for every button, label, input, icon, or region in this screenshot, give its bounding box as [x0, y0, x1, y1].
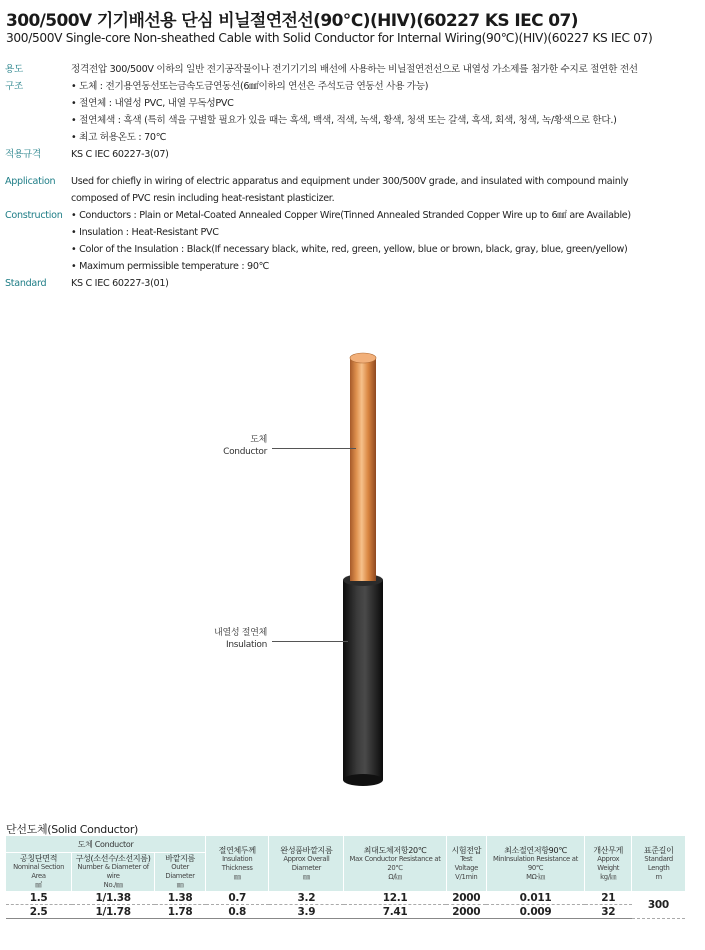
spec-value: • Color of the Insulation : Black(If necessary black, white, red, green, yellow, blue or brown, black, gray, blue, green/yellow) [71, 241, 627, 258]
spec-value: KS C IEC 60227-3(01) [71, 278, 169, 289]
conductor-label-ko: 도체 [250, 435, 267, 445]
cell-insulation-thickness: 0.8 [206, 905, 269, 919]
cell-test-voltage: 2000 [446, 891, 486, 905]
table-row [6, 891, 686, 905]
conductor-label-en: Conductor [223, 447, 267, 457]
table-title: 단선도체(Solid Conductor) [6, 823, 139, 836]
header-ko-text: 최대도체저항20℃ [363, 845, 427, 855]
conductor-label [200, 434, 267, 458]
cell-weight: 32 [585, 905, 632, 919]
header-ko-text: 개산무게 [593, 845, 624, 855]
header-ko-text: 완성품바깥지름 [280, 845, 333, 855]
header-wire-composition [72, 853, 155, 892]
header-unit-text: ㎜ [303, 872, 310, 881]
cell-min-insulation: 0.009 [486, 905, 584, 919]
spec-label: Construction [5, 210, 63, 221]
cell-overall-diameter: 3.2 [269, 891, 344, 905]
spec-label: Standard [5, 278, 47, 289]
cell-outer-diameter: 1.38 [155, 891, 206, 905]
spec-label: 구조 [5, 81, 23, 92]
spec-value: • 도체 : 전기용연동선또는금속도금연동선(6㎟이하의 연선은 주석도금 연동선 사용 가능) [71, 78, 428, 95]
header-unit-text: V/1min [455, 872, 478, 881]
header-en-text: Max Conductor Resistance at 20℃ [349, 854, 441, 872]
cell-insulation-thickness: 0.7 [206, 891, 269, 905]
title-korean: 300/500V 기기배선용 단심 비닐절연전선(90℃)(HIV)(60227 KS IEC 07) [6, 11, 578, 31]
conductor-wire [350, 353, 376, 590]
header-ko-text: 구성(소선수/소선지름) [75, 854, 151, 863]
header-ko-text: 표준길이 [643, 845, 674, 855]
header-test-voltage [446, 836, 486, 891]
spec-label: 용도 [5, 64, 23, 75]
header-en-text: Number & Diameter of wire [77, 863, 149, 880]
header-en-text: MinInsulation Resistance at 90℃ [493, 854, 579, 872]
header-en-text: Test Voltage [454, 854, 478, 872]
header-nominal-area [6, 853, 72, 892]
spec-value: • 절연체색 : 흑색 (특히 색을 구별할 필요가 있을 때는 흑색, 백색, 적색, 녹색, 황색, 청색 또는 갈색, 흑색, 회색, 청색, 녹/황색으로 한다.) [71, 112, 617, 129]
cell-max-resistance: 12.1 [344, 891, 446, 905]
header-en-text: Approx Overall Diameter [283, 854, 330, 872]
insulation-label-en: Insulation [225, 640, 267, 650]
header-insulation-thickness [206, 836, 269, 891]
cell-standard-length: 300 [632, 891, 685, 919]
group-conductor-ko: 도체 [77, 839, 93, 849]
conductor-leader-line [272, 448, 356, 449]
header-en-text: Insulation Thickness [221, 854, 253, 872]
header-en-text: Approx Weight [597, 854, 620, 872]
insulation-label [190, 627, 267, 651]
header-approx-weight [585, 836, 632, 891]
header-ko-text: 시험전압 [451, 845, 482, 855]
group-conductor-en: Conductor [94, 839, 134, 849]
insulation-label-ko: 내열성 절연체 [214, 628, 267, 638]
cell-composition: 1/1.78 [72, 905, 155, 919]
title-english: 300/500V Single-core Non-sheathed Cable with Solid Conductor for Internal Wiring(90℃)(HIV)(60227 KS IEC 07) [6, 31, 653, 45]
header-overall-diameter [269, 836, 344, 891]
cell-composition: 1/1.38 [72, 891, 155, 905]
cable-drawing [0, 340, 705, 800]
cell-nominal-area: 1.5 [6, 891, 72, 905]
cell-overall-diameter: 3.9 [269, 905, 344, 919]
spec-value: 정격전압 300/500V 이하의 일반 전기공작물이나 전기기기의 배선에 사용하는 비닐절연전선으로 내열성 가소제를 첨가한 수지로 절연한 전선 [71, 64, 638, 75]
cell-min-insulation: 0.011 [486, 891, 584, 905]
header-ko-text: 절연체두께 [218, 845, 256, 855]
header-outer-diameter [155, 853, 206, 892]
header-standard-length [632, 836, 685, 891]
cell-test-voltage: 2000 [446, 905, 486, 919]
header-unit-text: Ω/㎞ [388, 872, 402, 881]
header-ko-text: 바깥지름 [165, 854, 195, 863]
header-en-text: Outer Diameter [165, 863, 195, 880]
table-row [6, 905, 686, 919]
header-unit-text: No./㎜ [103, 881, 123, 889]
header-unit-text: ㎟ [35, 881, 42, 889]
spec-label: Application [5, 176, 56, 187]
insulation-sleeve [343, 562, 383, 786]
cable-illustration [0, 340, 705, 800]
header-unit-text: ㎜ [176, 881, 184, 889]
cell-max-resistance: 7.41 [344, 905, 446, 919]
header-unit-text: ㎜ [233, 872, 241, 881]
spec-value: KS C IEC 60227-3(07) [71, 149, 169, 160]
spec-value: • Maximum permissible temperature : 90℃ [71, 258, 269, 275]
header-unit-text: MΩ·㎞ [526, 872, 545, 881]
insulation-leader-line [272, 641, 348, 642]
spec-value: • 최고 허용온도 : 70℃ [71, 129, 166, 146]
header-unit-text: m [655, 872, 662, 881]
spec-value: • 절연체 : 내열성 PVC, 내열 무독성PVC [71, 95, 233, 112]
header-ko-text: 공칭단면적 [20, 854, 58, 863]
cell-outer-diameter: 1.78 [155, 905, 206, 919]
header-unit-text: kg/㎞ [600, 872, 617, 881]
spec-value: • Insulation : Heat-Resistant PVC [71, 224, 219, 241]
spec-value: • Conductors : Plain or Metal-Coated Annealed Copper Wire(Tinned Annealed Stranded Copper Wire up to 6㎟ are Available) [71, 207, 631, 224]
header-en-text: Standard Length [644, 854, 673, 872]
cell-nominal-area: 2.5 [6, 905, 72, 919]
spec-label: 적용규격 [5, 149, 41, 160]
header-min-insulation-resistance [486, 836, 584, 891]
header-max-resistance [344, 836, 446, 891]
spec-value: composed of PVC resin including heat-resistant plasticizer. [71, 193, 335, 204]
cell-weight: 21 [585, 891, 632, 905]
header-ko-text: 최소절연저항90℃ [504, 845, 567, 855]
header-en-text: Nominal Section Area [13, 863, 65, 880]
spec-value: Used for chiefly in wiring of electric apparatus and equipment under 300/500V grade, and insulated with compound mainly [71, 176, 629, 187]
header-group-conductor [6, 836, 206, 853]
spec-table [5, 836, 685, 919]
